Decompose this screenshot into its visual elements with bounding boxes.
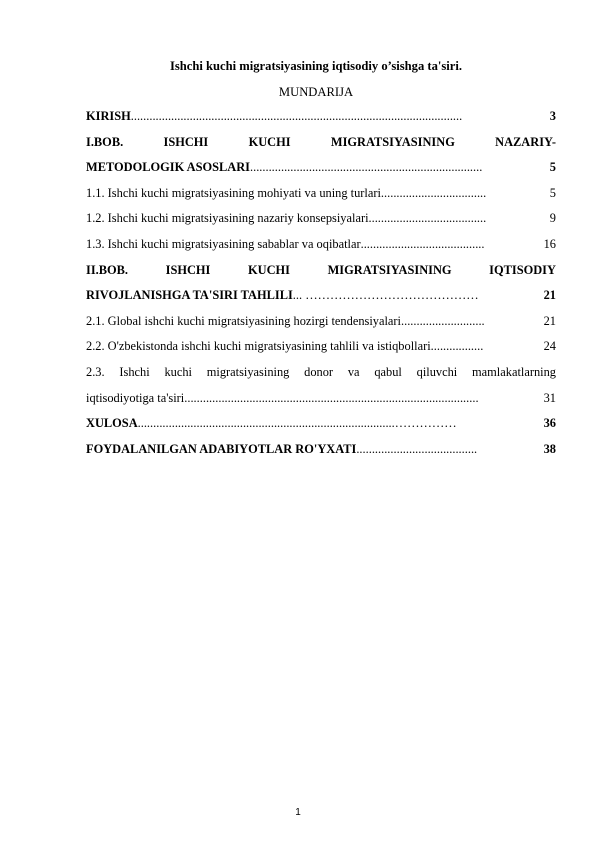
toc-word: donor — [304, 364, 334, 379]
toc-word: 2.3. — [86, 364, 105, 379]
toc-leader-dots: ........................................................................................................... — [130, 109, 463, 123]
toc-leader-dots: ... …………………………………… — [292, 288, 479, 303]
toc-leader-dots: .................................. — [380, 185, 487, 200]
toc-entry-2-2[interactable] — [86, 334, 556, 360]
toc-label: RIVOJLANISHGA TA'SIRI TAHLILI — [86, 288, 293, 303]
toc-label: 2.2. O'zbekistonda ishchi kuchi migratsiyasining tahlili va istiqbollari — [86, 339, 431, 354]
toc-label: METODOLOGIK ASOSLARI — [86, 160, 250, 175]
toc-entry-2-1[interactable] — [86, 309, 556, 335]
toc-leader-dots: ........................................................................... — [250, 160, 483, 175]
toc-label: 1.3. Ishchi kuchi migratsiyasining sabablar va oqibatlar — [86, 236, 361, 251]
toc-leader-dots: ...................................................................................…………… — [137, 416, 457, 431]
toc-label: 1.1. Ishchi kuchi migratsiyasining mohiyati va uning turlari — [86, 185, 381, 200]
toc-entry-2-3[interactable] — [86, 386, 556, 412]
toc-page-number: 5 — [549, 185, 556, 200]
toc-entry-1-2[interactable] — [86, 206, 556, 232]
toc-entry-1-1[interactable] — [86, 181, 556, 207]
toc-entry-adabiyotlar[interactable] — [86, 437, 556, 463]
toc-entry-kirish[interactable] — [86, 104, 556, 130]
toc-label: 2.1. Global ishchi kuchi migratsiyasining hozirgi tendensiyalari — [86, 313, 401, 328]
toc-word: migratsiyasining — [206, 364, 290, 379]
toc-page-number: 36 — [543, 416, 556, 431]
toc-page-number: 16 — [543, 236, 556, 251]
toc-word: ISHCHI — [163, 134, 209, 149]
toc-page-number: 9 — [549, 211, 556, 226]
toc-leader-dots: ................. — [430, 339, 484, 354]
toc-leader-dots: ........................................ — [360, 236, 485, 251]
toc-word: KUCHI — [248, 134, 291, 149]
toc-page-number: 3 — [549, 109, 556, 123]
toc-page-number: 38 — [543, 441, 556, 456]
toc-word: MIGRATSIYASINING — [330, 134, 455, 149]
toc-label: iqtisodiyotiga ta'siri — [86, 390, 185, 405]
toc-word: qiluvchi — [416, 364, 458, 379]
toc-page-number: 5 — [549, 160, 556, 175]
toc-label: 1.2. Ishchi kuchi migratsiyasining nazariy konsepsiyalari — [86, 211, 369, 226]
toc-leader-dots: ...................................... — [368, 211, 487, 226]
toc-entry-2-3-title[interactable] — [86, 360, 556, 386]
toc-word: II.BOB. — [86, 262, 129, 277]
toc-page-number: 31 — [543, 390, 556, 405]
toc-word: IQTISODIY — [489, 262, 556, 277]
toc-leader-dots: ........................... — [401, 313, 485, 328]
toc-entry-chapter1[interactable] — [86, 155, 556, 181]
toc-page-number: 21 — [543, 288, 556, 303]
toc-word: va — [347, 364, 360, 379]
toc-page-number: 21 — [543, 313, 556, 328]
table-of-contents — [86, 104, 556, 462]
toc-word: KUCHI — [248, 262, 290, 277]
toc-leader-dots: ....................................... — [356, 441, 478, 456]
toc-word: qabul — [374, 364, 402, 379]
document-title: Ishchi kuchi migratsiyasining iqtisodiy o’sishga ta'siri. — [169, 59, 463, 73]
toc-entry-1-3[interactable] — [86, 232, 556, 258]
toc-entry-chapter2-title[interactable] — [86, 258, 556, 284]
toc-word: kuchi — [164, 364, 192, 379]
toc-entry-xulosa[interactable] — [86, 411, 556, 437]
toc-entry-chapter1-title[interactable] — [86, 130, 556, 156]
toc-word: mamlakatlarning — [472, 364, 556, 379]
toc-word: I.BOB. — [86, 134, 124, 149]
toc-word: ISHCHI — [165, 262, 211, 277]
toc-label: KIRISH — [86, 109, 131, 123]
toc-entry-chapter2[interactable] — [86, 283, 556, 309]
toc-label: FOYDALANILGAN ADABIYOTLAR RO'YXATI — [86, 441, 357, 456]
toc-word: MIGRATSIYASINING — [327, 262, 452, 277]
contents-heading: MUNDARIJA — [278, 85, 354, 99]
toc-word: NAZARIY- — [495, 134, 556, 149]
toc-word: Ishchi — [119, 364, 150, 379]
page-number: 1 — [295, 807, 301, 818]
toc-page-number: 24 — [543, 339, 556, 354]
toc-label: XULOSA — [86, 416, 138, 431]
toc-leader-dots: ............................................................................................... — [184, 390, 479, 405]
